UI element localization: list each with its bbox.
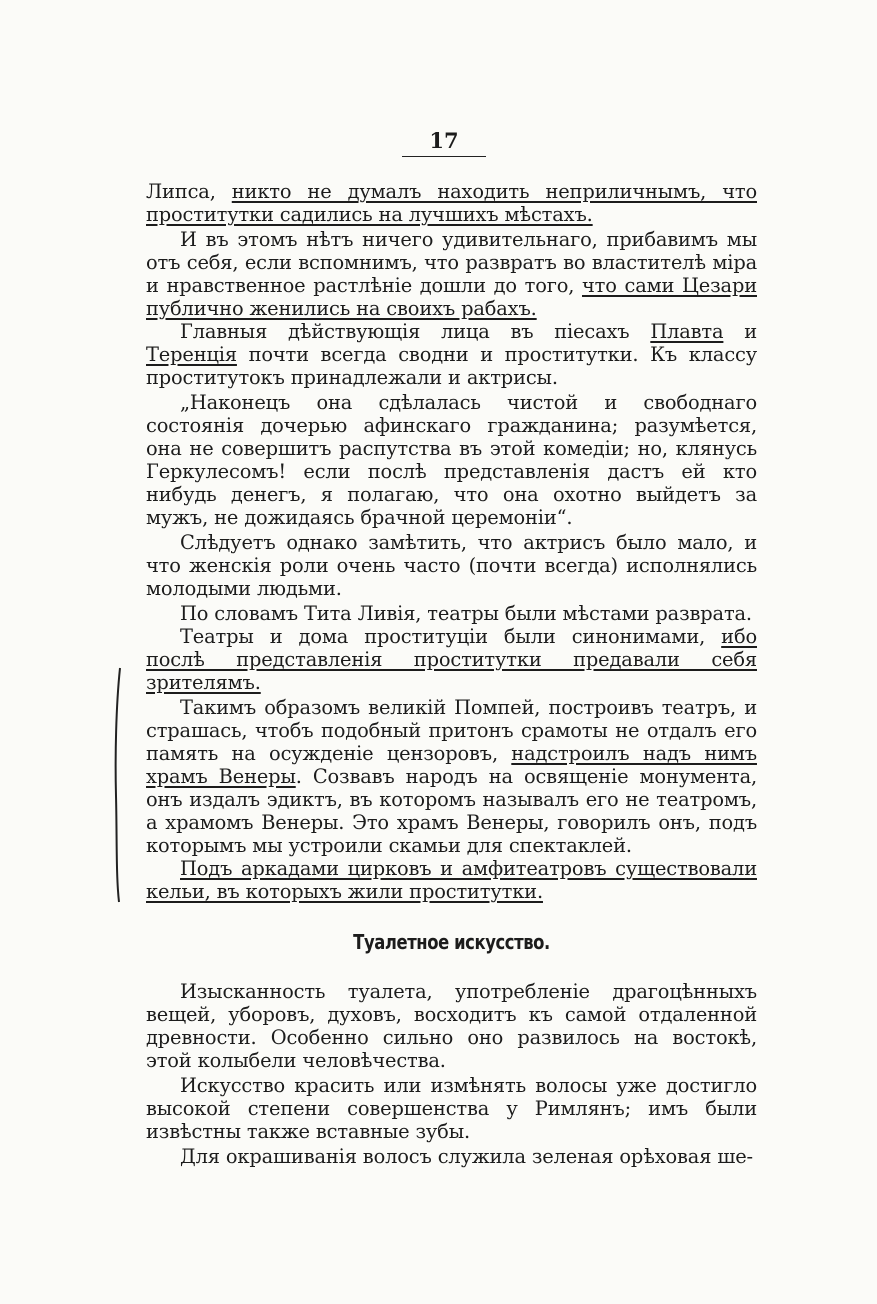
underlined-passage: Теренція <box>146 343 237 366</box>
underlined-passage: ибо послѣ представленія проститутки предавали себя зрителямъ. <box>146 625 757 694</box>
paragraph: По словамъ Тита Ливія, театры были мѣстами разврата. <box>180 602 752 625</box>
margin-pencil-mark <box>114 666 122 904</box>
paragraph-quote: „Наконецъ она сдѣлалась чистой и свободнаго состоянія дочерью афинскаго гражданина; разумѣется, она не совершитъ распутства въ этой комедіи; но, клянусь Геркулесомъ! если послѣ представленія дастъ ей кто нибудь денегъ, я полагаю, что она охотно выйдетъ за мужъ, не дожидаясь брачной церемоніи“. <box>146 391 757 529</box>
paragraph: Искусство красить или измѣнять волосы уже достигло высокой степени совершенства у Римлянъ; имъ были извѣстны также вставные зубы. <box>146 1074 757 1143</box>
paragraph: Такимъ образомъ великій Помпей, построивъ театръ, и страшась, чтобъ подобный притонъ срамоты не отдалъ его память на осужденіе цензоровъ, надстроилъ надъ нимъ храмъ Венеры. Созвавъ народъ на освященіе монумента, онъ издалъ эдиктъ, въ которомъ называлъ его не театромъ, а храмомъ Венеры. Это храмъ Венеры, говорилъ онъ, подъ которымъ мы устроили скамьи для спектаклей. <box>146 696 757 857</box>
paragraph: Театры и дома проституціи были синонимами, ибо послѣ представленія проститутки предавали себя зрителямъ. <box>146 625 757 694</box>
underlined-passage: Подъ аркадами цирковъ и амфитеатровъ существовали кельи, въ которыхъ жили проститутки. <box>146 857 757 903</box>
underlined-passage: никто не думалъ находить неприличнымъ, что проститутки садились на лучшихъ мѣстахъ. <box>146 180 757 226</box>
text-column <box>146 180 757 1168</box>
underlined-passage: надстроилъ надъ нимъ храмъ Венеры <box>146 742 757 788</box>
paragraph: И въ этомъ нѣтъ ничего удивительнаго, прибавимъ мы отъ себя, если вспомнимъ, что развратъ во властителѣ міра и нравственное растлѣніе дошли до того, что сами Цезари публично женились на своихъ рабахъ. <box>146 228 757 320</box>
underlined-passage: Плавта <box>650 320 724 343</box>
paragraph <box>146 857 757 903</box>
paragraph: Слѣдуетъ однако замѣтить, что актрисъ было мало, и что женскія роли очень часто (почти всегда) исполнялись молодыми людьми. <box>146 531 757 600</box>
underlined-passage: что сами Цезари публично женились на своихъ рабахъ. <box>146 274 757 320</box>
paragraph: Липса, никто не думалъ находить неприличнымъ, что проститутки садились на лучшихъ мѣстахъ. <box>146 180 757 226</box>
page-number: 17 <box>429 128 459 153</box>
page-number-rule <box>402 156 486 157</box>
paragraph: Главныя дѣйствующія лица въ піесахъ Плавта и Теренція почти всегда сводни и проститутки. Къ классу проститутокъ принадлежали и актрисы. <box>146 320 757 389</box>
paragraph: Изысканность туалета, употребленіе драгоцѣнныхъ вещей, уборовъ, духовъ, восходитъ къ самой отдаленной древности. Особенно сильно оно развилось на востокѣ, этой колыбели человѣчества. <box>146 980 757 1072</box>
section-heading: Туалетное искусство. <box>353 930 550 954</box>
paragraph: Для окрашиванія волосъ служила зеленая орѣховая ше- <box>180 1145 753 1168</box>
